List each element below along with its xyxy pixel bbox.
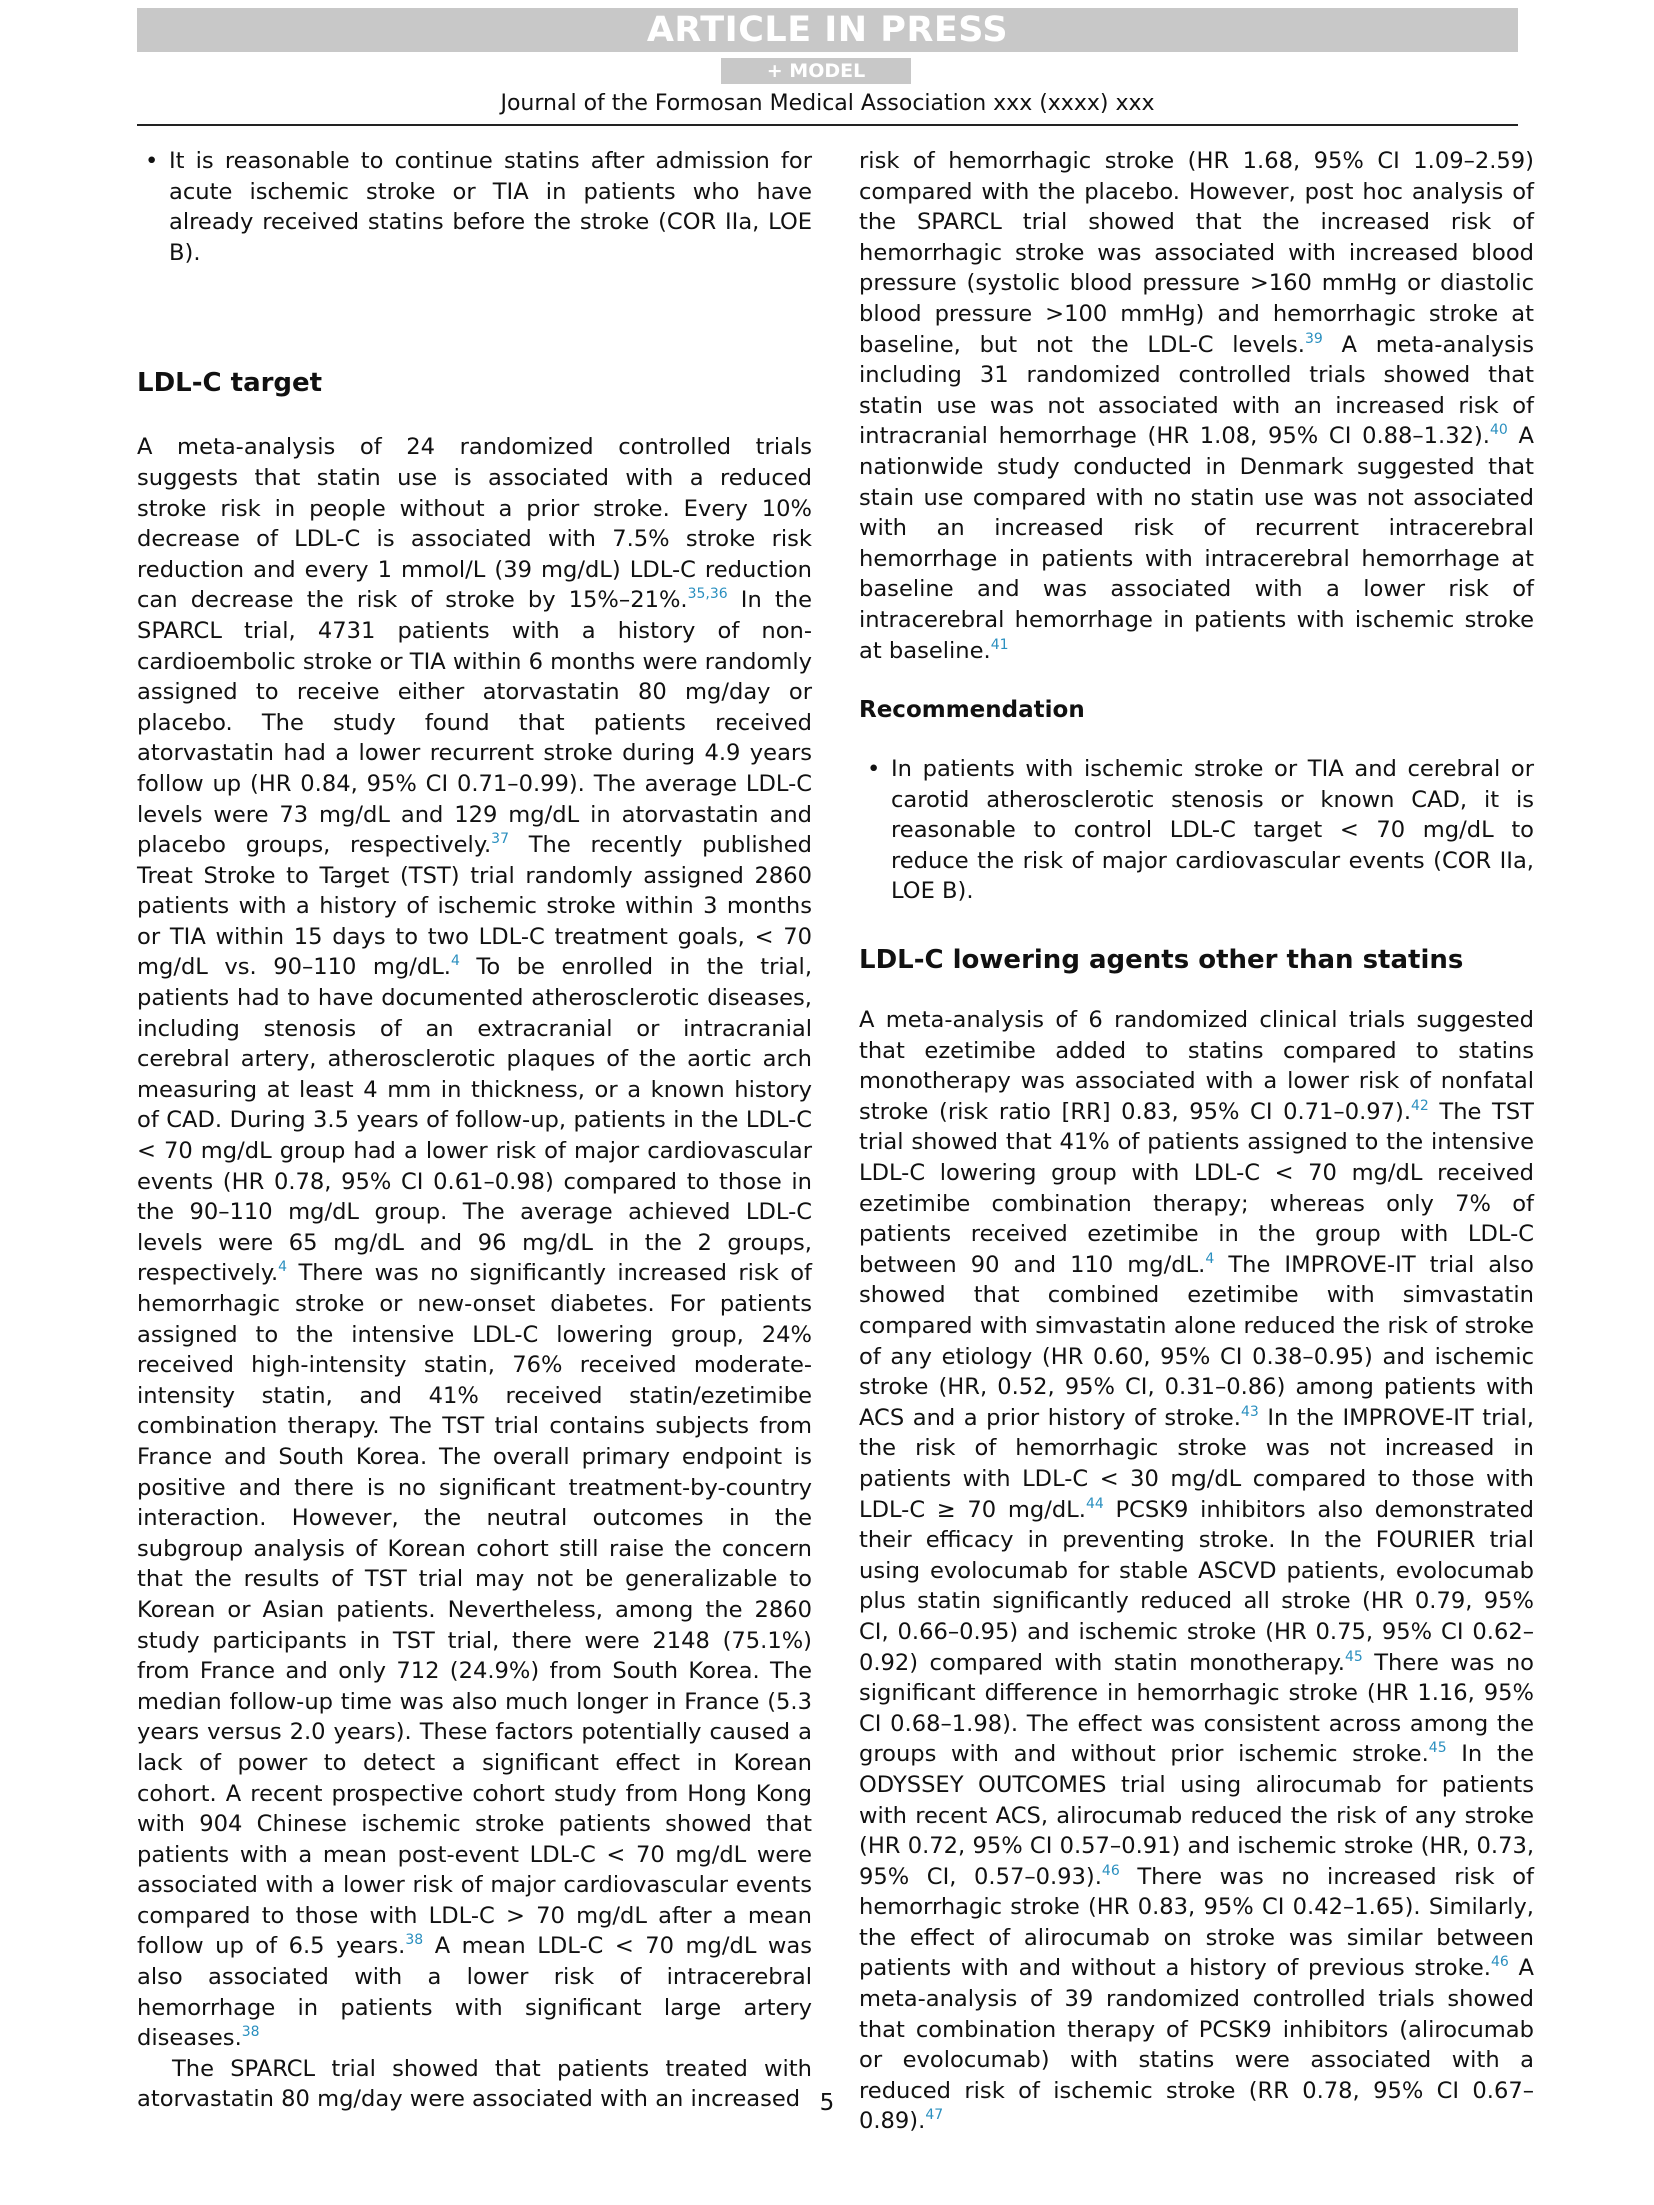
- left-column: [137, 146, 812, 2115]
- citation-ref[interactable]: 43: [1240, 1403, 1259, 1420]
- citation-ref[interactable]: 40: [1489, 422, 1508, 439]
- citation-ref[interactable]: 45: [1344, 1648, 1363, 1665]
- citation-ref[interactable]: 4: [450, 953, 460, 970]
- paragraph-hemorrhagic-risk: risk of hemorrhagic stroke (HR 1.68, 95% CI 1.09–2.59) compared with the placebo. However, post hoc analysis of the SPARCL trial showed that the increased risk of hemorrhagic stroke was associated with increased blood pressure (systolic blood pressure >160 mmHg or diastolic blood pressure >100 mmHg) and hemorrhagic stroke at baseline, but not the LDL-C levels.$^{39}$ A meta-analysis including 31 randomized controlled trials showed that statin use was not associated with an increased risk of intracranial hemorrhage (HR 1.08, 95% CI 0.88–1.32).$^{40}$ A nationwide study conducted in Denmark suggested that stain use compared with no statin use was not associated with an increased risk of recurrent intracerebral hemorrhage in patients with intracerebral hemorrhage at baseline and was associated with a lower risk of intracerebral hemorrhage in patients with ischemic stroke at baseline.$^{41}$: [859, 148, 1534, 664]
- paragraph-non-statin-agents: A meta-analysis of 6 randomized clinical trials suggested that ezetimibe added to statins compared to statins monotherapy was associated with a lower risk of nonfatal stroke (risk ratio [RR] 0.83, 95% CI 0.71–0.97).$^{42}$ The TST trial showed that 41% of patients assigned to the intensive LDL-C lowering group with LDL-C < 70 mg/dL received ezetimibe combination therapy; whereas only 7% of patients received ezetimibe in the group with LDL-C between 90 and 110 mg/dL.$^4$ The IMPROVE-IT trial also showed that combined ezetimibe with simvastatin compared with simvastatin alone reduced the risk of stroke of any etiology (HR 0.60, 95% CI 0.38–0.95) and ischemic stroke (HR, 0.52, 95% CI, 0.31–0.86) among patients with ACS and a prior history of stroke.$^{43}$ In the IMPROVE-IT trial, the risk of hemorrhagic stroke was not increased in patients with LDL-C < 30 mg/dL compared to those with LDL-C ≥ 70 mg/dL.$^{44}$ PCSK9 inhibitors also demonstrated their efficacy in preventing stroke. In the FOURIER trial using evolocumab for stable ASCVD patients, evolocumab plus statin significantly reduced all stroke (HR 0.79, 95% CI, 0.66–0.95) and ischemic stroke (HR 0.75, 95% CI 0.62–0.92) compared with statin monotherapy.$^{45}$ There was no significant difference in hemorrhagic stroke (HR 1.16, 95% CI 0.68–1.98). The effect was consistent across among the groups with and without prior ischemic stroke.$^{45}$ In the ODYSSEY OUTCOMES trial using alirocumab for patients with recent ACS, alirocumab reduced the risk of any stroke (HR 0.72, 95% CI 0.57–0.91) and ischemic stroke (HR, 0.73, 95% CI, 0.57–0.93).$^{46}$ There was no increased risk of hemorrhagic stroke (HR 0.83, 95% CI 0.42–1.65). Similarly, the effect of alirocumab on stroke was similar between patients with and without a history of previous stroke.$^{46}$ A meta-analysis of 39 randomized controlled trials showed that combination therapy of PCSK9 inhibitors (alirocumab or evolocumab) with statins were associated with a reduced risk of ischemic stroke (RR 0.78, 95% CI 0.67–0.89).$^{47}$: [859, 1007, 1535, 2135]
- page-number: 5: [819, 2090, 835, 2116]
- recommendation-bullet: [137, 146, 812, 268]
- recommendation-bullet: [859, 754, 1534, 907]
- article-in-press-banner: ARTICLE IN PRESS: [137, 8, 1518, 52]
- section-heading-ldl-c-target: LDL-C target: [137, 368, 323, 399]
- citation-ref[interactable]: 4: [278, 1259, 288, 1276]
- bullet-dot-icon: •: [145, 148, 159, 174]
- journal-title: Journal of the Formosan Medical Association xxx (xxxx) xxx: [500, 91, 1155, 116]
- header-rule: [137, 124, 1518, 126]
- paragraph-ldl-c-target: A meta-analysis of 24 randomized controlled trials suggests that statin use is associated with a reduced stroke risk in people without a prior stroke. Every 10% decrease of LDL-C is associated with 7.5% stroke risk reduction and every 1 mmol/L (39 mg/dL) LDL-C reduction can decrease the risk of stroke by 15%–21%.$^{35,36}$ In the SPARCL trial, 4731 patients with a history of non-cardioembolic stroke or TIA within 6 months were randomly assigned to receive either atorvastatin 80 mg/day or placebo. The study found that patients received atorvastatin had a lower recurrent stroke during 4.9 years follow up (HR 0.84, 95% CI 0.71–0.99). The average LDL-C levels were 73 mg/dL and 129 mg/dL in atorvastatin and placebo groups, respectively.$^{37}$ The recently published Treat Stroke to Target (TST) trial randomly assigned 2860 patients with a history of ischemic stroke within 3 months or TIA within 15 days to two LDL-C treatment goals, < 70 mg/dL vs. 90–110 mg/dL.$^4$ To be enrolled in the trial, patients had to have documented atherosclerotic diseases, including stenosis of an extracranial or intracranial cerebral artery, atherosclerotic plaques of the aortic arch measuring at least 4 mm in thickness, or a known history of CAD. During 3.5 years of follow-up, patients in the LDL-C < 70 mg/dL group had a lower risk of major cardiovascular events (HR 0.78, 95% CI 0.61–0.98) compared to those in the 90–110 mg/dL group. The average achieved LDL-C levels were 65 mg/dL and 96 mg/dL in the 2 groups, respectively.$^4$ There was no significantly increased risk of hemorrhagic stroke or new-onset diabetes. For patients assigned to the intensive LDL-C lowering group, 24% received high-intensity statin, 76% received moderate-intensity statin, and 41% received statin/ezetimibe combination therapy. The TST trial contains subjects from France and South Korea. The overall primary endpoint is positive and there is no significant treatment-by-country interaction. However, the neutral outcomes in the subgroup analysis of Korean cohort still raise the concern that the results of TST trial may not be generalizable to Korean or Asian patients. Nevertheless, among the 2860 study participants in TST trial, there were 2148 (75.1%) from France and only 712 (24.9%) from South Korea. The median follow-up time was also much longer in France (5.3 years versus 2.0 years). These factors potentially caused a lack of power to detect a significant effect in Korean cohort. A recent prospective cohort study from Hong Kong with 904 Chinese ischemic stroke patients showed that patients with a mean post-event LDL-C < 70 mg/dL were associated with a lower risk of major cardiovascular events compared to those with LDL-C > 70 mg/dL after a mean follow up of 6.5 years.$^{38}$ A mean LDL-C < 70 mg/dL was also associated with a lower risk of intracerebral hemorrhage in patients with significant large artery diseases.$^{38}$: [137, 434, 813, 2052]
- right-column: [859, 146, 1534, 2137]
- bullet-text: It is reasonable to continue statins after admission for acute ischemic stroke or TIA in patients who have already received statins before the stroke (COR IIa, LOE B).: [169, 148, 812, 266]
- citation-ref[interactable]: 44: [1085, 1495, 1104, 1512]
- recommendation-heading: Recommendation: [859, 697, 1085, 724]
- citation-ref[interactable]: 46: [1490, 1954, 1509, 1971]
- citation-ref[interactable]: 39: [1304, 330, 1323, 347]
- citation-ref[interactable]: 42: [1411, 1097, 1429, 1114]
- citation-ref[interactable]: 38: [405, 1932, 424, 1949]
- section-heading-non-statin-agents: LDL-C lowering agents other than statins: [859, 945, 1464, 976]
- citation-ref[interactable]: 41: [990, 636, 1009, 653]
- model-badge: + MODEL: [721, 58, 911, 84]
- citation-ref[interactable]: 4: [1205, 1250, 1215, 1267]
- bullet-dot-icon: •: [867, 756, 881, 783]
- citation-ref[interactable]: 45: [1428, 1740, 1447, 1757]
- paragraph-sparcl: The SPARCL trial showed that patients treated with atorvastatin 80 mg/day were associated with an increased: [137, 2055, 812, 2113]
- citation-ref[interactable]: 46: [1101, 1862, 1120, 1879]
- bullet-text: In patients with ischemic stroke or TIA and cerebral or carotid atherosclerotic stenosis or known CAD, it is reasonable to control LDL-C target < 70 mg/dL to reduce the risk of major cardiovascular events (COR IIa, LOE B).: [891, 756, 1534, 905]
- citation-ref[interactable]: 38: [241, 2024, 260, 2041]
- citation-ref[interactable]: 37: [491, 831, 509, 848]
- citation-ref[interactable]: 35,36: [687, 586, 728, 603]
- citation-ref[interactable]: 47: [925, 2107, 944, 2124]
